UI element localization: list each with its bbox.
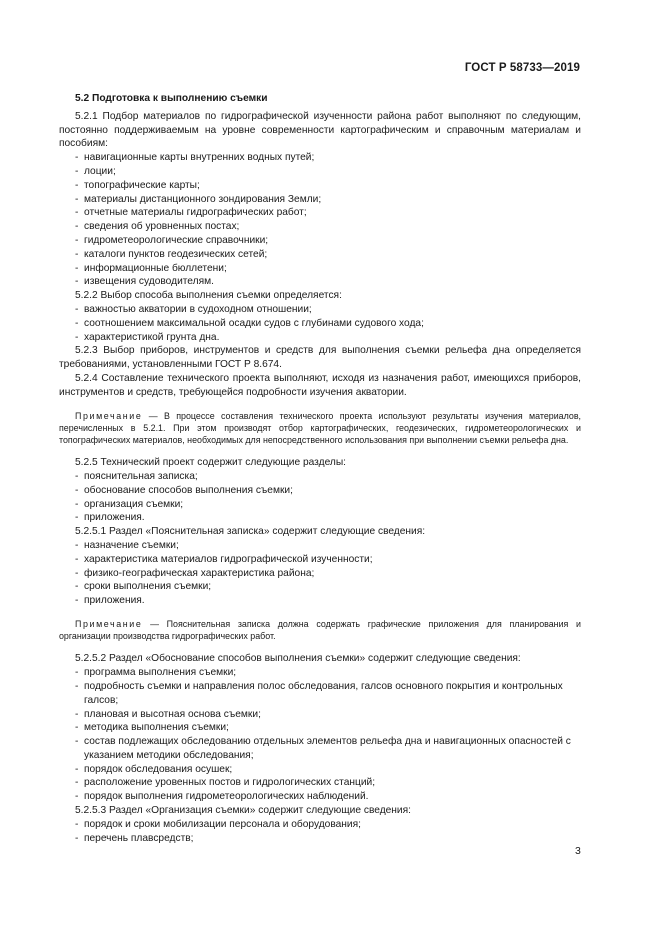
list-dash: -	[75, 763, 79, 775]
list-item-text: плановая и высотная основа съемки;	[84, 708, 261, 720]
list-dash: -	[75, 165, 79, 177]
list-item	[59, 790, 581, 804]
list-item	[59, 151, 581, 165]
list-dash: -	[75, 221, 79, 233]
paragraph-5-2-1: 5.2.1 Подбор материалов по гидрографической изученности района работ выполняют по следующим, постоянно поддерживаемым на уровне современности картографическим и справочным материалам и пособиям:	[59, 110, 581, 150]
page-number: 3	[575, 845, 581, 857]
note-label: Примечание	[75, 618, 143, 629]
list-item-text: отчетные материалы гидрографических работ;	[84, 207, 307, 219]
list-item-text: назначение съемки;	[84, 539, 179, 551]
list-dash: -	[75, 193, 79, 205]
section-heading: 5.2 Подготовка к выполнению съемки	[75, 93, 268, 104]
list-item-text: порядок выполнения гидрометеорологических наблюдений.	[84, 791, 369, 803]
note-text: — Пояснительная записка должна содержать графические приложения для планирования и организации производства гидрографических работ.	[59, 618, 581, 642]
list-item	[59, 553, 581, 567]
list-dash: -	[75, 595, 79, 607]
list-item-text: приложения.	[84, 512, 145, 524]
list-item-text: важностью акватории в судоходном отношении;	[84, 303, 312, 315]
list-dash: -	[75, 553, 79, 565]
list-dash: -	[75, 331, 79, 343]
list-item-text: материалы дистанционного зондирования Земли;	[84, 193, 322, 205]
list-item	[59, 275, 581, 289]
list-item	[59, 220, 581, 234]
list-item-text: информационные бюллетени;	[84, 262, 227, 274]
list-dash: -	[75, 667, 79, 679]
list-5-2-2	[59, 303, 581, 344]
list-item	[59, 262, 581, 276]
list-item	[59, 735, 581, 763]
list-item	[59, 832, 581, 846]
list-item	[59, 303, 581, 317]
list-item-text: приложения.	[84, 595, 145, 607]
list-item-text: топографические карты;	[84, 179, 200, 191]
list-item	[59, 708, 581, 722]
list-item-text: обоснование способов выполнения съемки;	[84, 484, 293, 496]
list-dash: -	[75, 262, 79, 274]
document-body	[59, 92, 581, 845]
list-item-text: перечень плавсредств;	[84, 832, 194, 844]
list-dash: -	[75, 179, 79, 191]
paragraph-5-2-5: 5.2.5 Технический проект содержит следующие разделы:	[75, 457, 346, 469]
list-dash: -	[75, 484, 79, 496]
list-dash: -	[75, 791, 79, 803]
note-text: — В процессе составления технического проекта используют результаты изучения материалов, перечисленных в 5.2.1. При этом производят отбор картографических, геодезических, гидрометеорологических и топографических материалов, необходимых для непосредственного использования при выполнении съемки рельефа дна.	[59, 410, 581, 445]
list-item-text: программа выполнения съемки;	[84, 667, 237, 679]
list-dash: -	[75, 539, 79, 551]
document-code: ГОСТ Р 58733—2019	[464, 62, 580, 74]
list-item	[59, 470, 581, 484]
list-item-text: навигационные карты внутренних водных путей;	[84, 152, 315, 164]
list-dash: -	[75, 207, 79, 219]
list-item-text: характеристика материалов гидрографической изученности;	[84, 553, 373, 565]
list-item	[59, 511, 581, 525]
list-item-text: сроки выполнения съемки;	[84, 581, 212, 593]
list-dash: -	[75, 498, 79, 510]
list-item	[59, 179, 581, 193]
list-dash: -	[75, 722, 79, 734]
list-5-2-5-2	[59, 666, 581, 804]
list-dash: -	[75, 708, 79, 720]
list-item	[59, 193, 581, 207]
list-item	[59, 331, 581, 345]
paragraph-5-2-5-2: 5.2.5.2 Раздел «Обоснование способов выполнения съемки» содержит следующие сведения:	[75, 653, 521, 665]
list-item-text: подробность съемки и направления полос обследования, галсов основного покрытия и контрольных галсов;	[84, 680, 563, 706]
paragraph-5-2-2: 5.2.2 Выбор способа выполнения съемки определяется:	[75, 290, 342, 302]
list-item-text: характеристикой грунта дна.	[84, 331, 220, 343]
list-item-text: каталоги пунктов геодезических сетей;	[84, 248, 268, 260]
list-item	[59, 721, 581, 735]
paragraph-5-2-3: 5.2.3 Выбор приборов, инструментов и средств для выполнения съемки рельефа дна определяется требованиями, установленными ГОСТ Р 8.674.	[59, 345, 581, 371]
list-item	[59, 776, 581, 790]
list-dash: -	[75, 777, 79, 789]
list-item-text: физико-географическая характеристика района;	[84, 567, 315, 579]
note-label: Примечание	[75, 410, 143, 421]
list-dash: -	[75, 581, 79, 593]
list-5-2-1	[59, 151, 581, 289]
list-5-2-5-1	[59, 539, 581, 608]
list-item	[59, 484, 581, 498]
list-item-text: соотношением максимальной осадки судов с глубинами судового хода;	[84, 317, 424, 329]
list-item	[59, 567, 581, 581]
list-item	[59, 666, 581, 680]
list-dash: -	[75, 736, 79, 748]
list-item-text: порядок обследования осушек;	[84, 763, 233, 775]
list-5-2-5-3	[59, 818, 581, 846]
list-item-text: извещения судоводителям.	[84, 276, 214, 288]
paragraph-5-2-5-1: 5.2.5.1 Раздел «Пояснительная записка» содержит следующие сведения:	[75, 526, 426, 538]
list-item	[59, 680, 581, 708]
list-dash: -	[75, 470, 79, 482]
list-item	[59, 580, 581, 594]
list-item-text: сведения об уровненных постах;	[84, 221, 240, 233]
list-item-text: пояснительная записка;	[84, 470, 198, 482]
list-item-text: гидрометеорологические справочники;	[84, 234, 269, 246]
list-dash: -	[75, 818, 79, 830]
note-1	[59, 410, 581, 447]
list-item	[59, 539, 581, 553]
list-item-text: состав подлежащих обследованию отдельных элементов рельефа дна и навигационных опасностей с указанием методики обследования;	[84, 736, 571, 761]
list-dash: -	[75, 832, 79, 844]
list-dash: -	[75, 303, 79, 315]
list-item	[59, 498, 581, 512]
paragraph-5-2-5-3: 5.2.5.3 Раздел «Организация съемки» содержит следующие сведения:	[75, 805, 411, 817]
list-item-text: расположение уровенных постов и гидрологических станций;	[84, 777, 376, 789]
list-item-text: лоции;	[84, 165, 116, 177]
list-item-text: методика выполнения съемки;	[84, 722, 229, 734]
paragraph-5-2-4: 5.2.4 Составление технического проекта выполняют, исходя из назначения работ, имеющихся приборов, инструментов и средств, требующейся подробности изучения акватории.	[59, 372, 581, 398]
list-dash: -	[75, 512, 79, 524]
list-item	[59, 206, 581, 220]
list-item	[59, 165, 581, 179]
list-dash: -	[75, 317, 79, 329]
list-item	[59, 234, 581, 248]
list-item	[59, 594, 581, 608]
list-item	[59, 248, 581, 262]
list-item	[59, 818, 581, 832]
list-dash: -	[75, 680, 79, 692]
list-dash: -	[75, 567, 79, 579]
list-5-2-5	[59, 470, 581, 525]
list-dash: -	[75, 276, 79, 288]
list-item	[59, 317, 581, 331]
list-item-text: организация съемки;	[84, 498, 184, 510]
list-dash: -	[75, 152, 79, 164]
list-item-text: порядок и сроки мобилизации персонала и оборудования;	[84, 818, 361, 830]
list-dash: -	[75, 234, 79, 246]
list-dash: -	[75, 248, 79, 260]
list-item	[59, 763, 581, 777]
note-2	[59, 618, 581, 642]
